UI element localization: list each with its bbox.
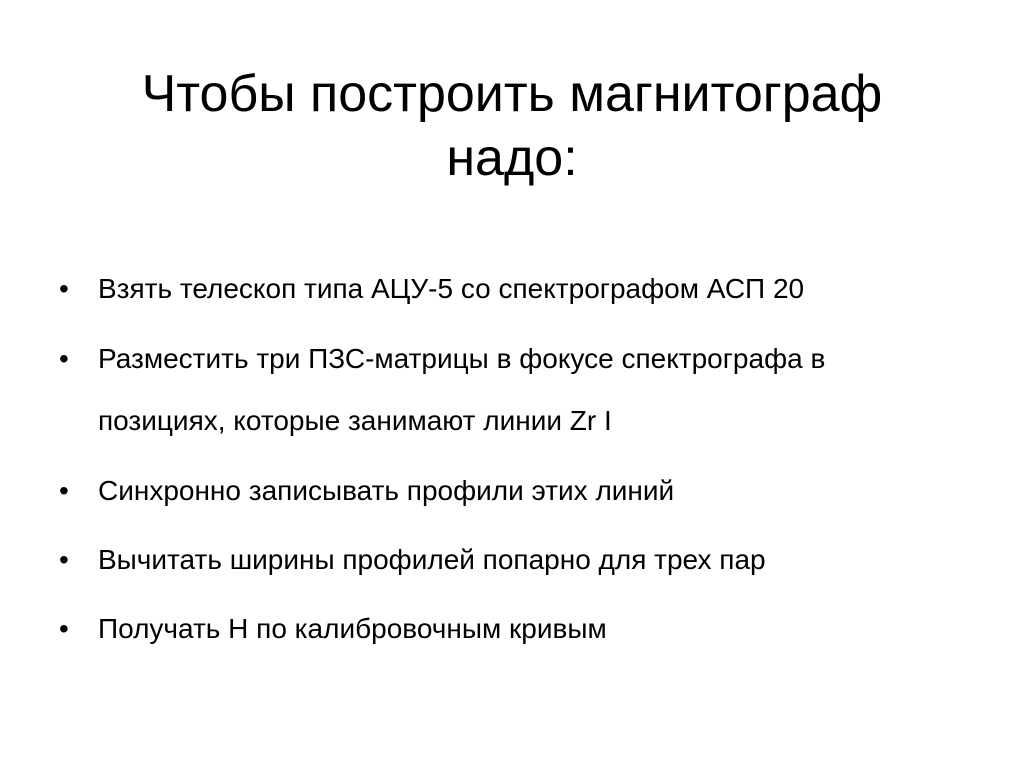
bullet-item-ccd-matrices [59,328,998,452]
bullet-item-subtract-widths [59,529,998,591]
bullet-item-telescope [59,258,998,320]
bullet-text: Синхронно записывать профили этих линий [98,475,675,506]
bullet-dot: • [59,273,69,304]
bullet-text: Взять телескоп типа АЦУ-5 со спектрографом АСП 20 [98,273,805,304]
bullet-item-record-profiles [59,460,998,522]
bullet-dot: • [59,544,69,575]
slide-title-line-2: надо: [446,129,578,187]
bullet-text: Вычитать ширины профилей попарно для трех пар [98,544,766,575]
slide-title-line-1: Чтобы построить магнитограф [141,65,883,123]
bullet-dot: • [59,343,69,374]
bullet-text-line-2: позициях, которые занимают линии Zr I [98,405,612,436]
bullet-item-calibration-curves [59,598,998,660]
bullet-dot: • [59,475,69,506]
bullet-text-line-1: Разместить три ПЗС-матрицы в фокусе спектрографа в [98,343,826,374]
bullet-dot: • [59,613,69,644]
bullet-text: Получать H по калибровочным кривым [98,613,607,644]
